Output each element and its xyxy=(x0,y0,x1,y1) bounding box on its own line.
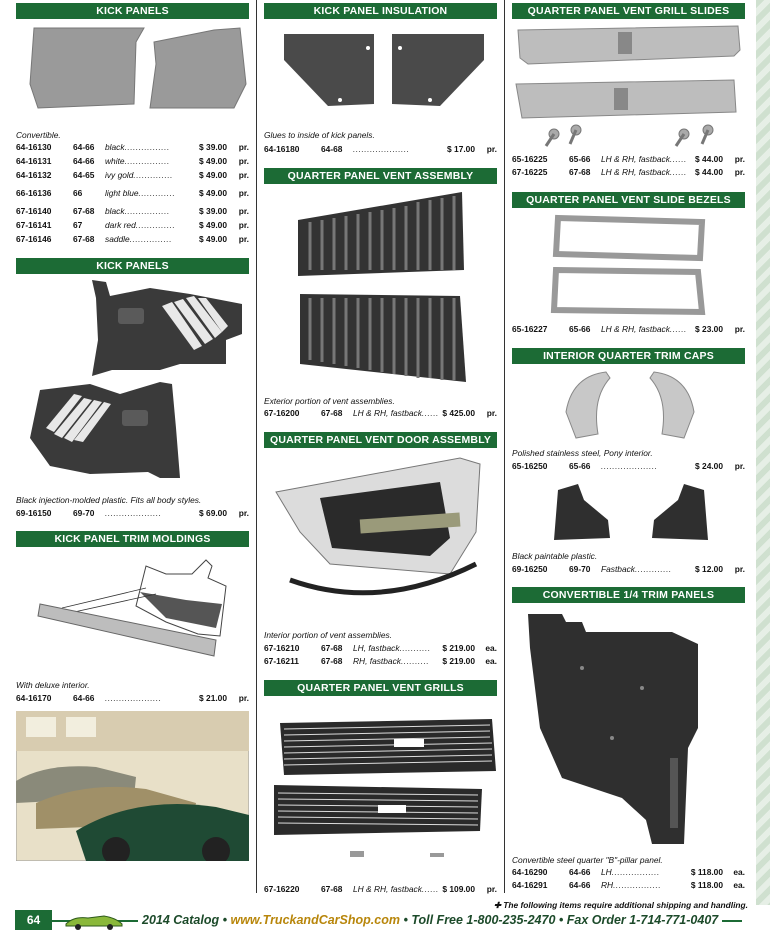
section-header-kick-panels-plastic: KICK PANELS xyxy=(16,258,249,274)
section-note: Convertible. xyxy=(16,130,61,140)
price-row: 67-16220 67-68 LH & RH, fastback ...... $ 109.00 pr. xyxy=(264,884,497,894)
price-row: 64-16132 64-65 ivy gold .............. $ 49.00 pr. xyxy=(16,170,249,180)
price-row: 64-16291 64-66 RH ................. $ 118.00 ea. xyxy=(512,880,745,890)
price-row: 67-16200 67-68 LH & RH, fastback ...... $ 425.00 pr. xyxy=(264,408,497,418)
section-header-convertible-trim-panels: CONVERTIBLE 1/4 TRIM PANELS xyxy=(512,587,745,603)
section-note: Convertible steel quarter "B"-pillar panel. xyxy=(512,855,663,865)
price-row: 65-16250 65-66 .................... $ 24.00 pr. xyxy=(512,461,745,471)
car-logo-icon xyxy=(64,912,124,930)
section-header-vent-grill-slides: QUARTER PANEL VENT GRILL SLIDES xyxy=(512,3,745,19)
section-header-quarter-panel-vent-grills: QUARTER PANEL VENT GRILLS xyxy=(264,680,497,696)
price-row: 64-16131 64-66 white ................ $ 49.00 pr. xyxy=(16,156,249,166)
quarter-panel-vent-assembly-image xyxy=(294,190,474,390)
section-note: With deluxe interior. xyxy=(16,680,90,690)
quarter-panel-vent-grills-image xyxy=(270,715,496,865)
section-header-interior-quarter-trim-caps: INTERIOR QUARTER TRIM CAPS xyxy=(512,348,745,364)
section-note: Black paintable plastic. xyxy=(512,551,598,561)
price-row: 67-16141 67 dark red .............. $ 49.00 pr. xyxy=(16,220,249,230)
stainless-trim-caps-image xyxy=(562,368,698,444)
vent-door-assembly-image xyxy=(270,452,496,620)
price-row: 69-16250 69-70 Fastback ............. $ 12.00 pr. xyxy=(512,564,745,574)
page-footer xyxy=(0,910,770,934)
price-row: 66-16136 66 light blue ............. $ 49.00 pr. xyxy=(16,188,249,198)
catalog-label: 2014 Catalog xyxy=(142,913,220,927)
footer-contact xyxy=(138,913,722,927)
kick-panels-plastic-image xyxy=(20,278,249,484)
column-divider xyxy=(504,0,505,893)
section-note: Polished stainless steel, Pony interior. xyxy=(512,448,653,458)
vent-grill-slides-image xyxy=(514,24,744,150)
page-edge-border xyxy=(756,0,770,905)
separator: • xyxy=(403,913,408,927)
price-row: 67-16211 67-68 RH, fastback .......... $ 219.00 ea. xyxy=(264,656,497,666)
section-note: Exterior portion of vent assemblies. xyxy=(264,396,395,406)
price-row: 64-16290 64-66 LH ................. $ 118.00 ea. xyxy=(512,867,745,877)
price-row: 65-16227 65-66 LH & RH, fastback ...... $ 23.00 pr. xyxy=(512,324,745,334)
section-header-kick-panel-insulation: KICK PANEL INSULATION xyxy=(264,3,497,19)
showroom-photo xyxy=(16,711,249,861)
plastic-trim-caps-image xyxy=(548,480,714,546)
price-row: 69-16150 69-70 .................... $ 69.00 pr. xyxy=(16,508,249,518)
column-divider xyxy=(256,0,257,893)
section-note: Black injection-molded plastic. Fits all body styles. xyxy=(16,495,202,505)
separator: • xyxy=(558,913,564,927)
section-note: Interior portion of vent assemblies. xyxy=(264,630,393,640)
fax-order: Fax Order 1-714-771-0407 xyxy=(566,913,719,927)
kick-panel-insulation-image xyxy=(280,30,485,110)
price-row: 67-16146 67-68 saddle ............... $ 49.00 pr. xyxy=(16,234,249,244)
shipping-note: ✚ The following items require additional shipping and handling. xyxy=(493,900,748,910)
price-row: 64-16180 64-68 .................... $ 17.00 pr. xyxy=(264,144,497,154)
page-number: 64 xyxy=(15,910,52,930)
section-header-quarter-panel-vent-assembly: QUARTER PANEL VENT ASSEMBLY xyxy=(264,168,497,184)
vent-slide-bezels-image xyxy=(550,214,710,320)
section-header-kick-panel-trim-moldings: KICK PANEL TRIM MOLDINGS xyxy=(16,531,249,547)
website-link[interactable]: www.TruckandCarShop.com xyxy=(230,913,400,927)
section-header-vent-slide-bezels: QUARTER PANEL VENT SLIDE BEZELS xyxy=(512,192,745,208)
section-note: Glues to inside of kick panels. xyxy=(264,130,375,140)
price-row: 65-16225 65-66 LH & RH, fastback ...... $ 44.00 pr. xyxy=(512,154,745,164)
kick-panel-trim-molding-image xyxy=(36,556,236,668)
section-header-kick-panels: KICK PANELS xyxy=(16,3,249,19)
toll-free: Toll Free 1-800-235-2470 xyxy=(411,913,556,927)
section-header-quarter-panel-vent-door-assembly: QUARTER PANEL VENT DOOR ASSEMBLY xyxy=(264,432,497,448)
price-row: 67-16140 67-68 black ................ $ 39.00 pr. xyxy=(16,206,249,216)
price-row: 64-16130 64-66 black ................ $ 39.00 pr. xyxy=(16,142,249,152)
kick-panels-convertible-image xyxy=(26,24,249,114)
price-row: 67-16210 67-68 LH, fastback ........... $ 219.00 ea. xyxy=(264,643,497,653)
separator: • xyxy=(222,913,227,927)
price-row: 67-16225 67-68 LH & RH, fastback ...... $ 44.00 pr. xyxy=(512,167,745,177)
convertible-trim-panel-image xyxy=(522,608,742,848)
price-row: 64-16170 64-66 .................... $ 21.00 pr. xyxy=(16,693,249,703)
